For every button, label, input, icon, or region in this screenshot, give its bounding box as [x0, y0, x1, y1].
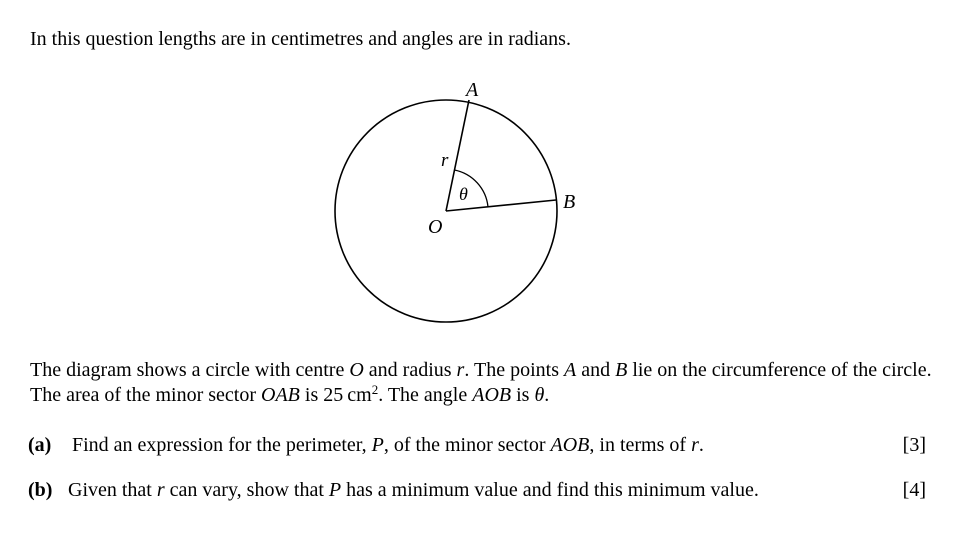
symbol-r: r [691, 434, 699, 456]
part-b-text: has a minimum value and find this minimum value. [341, 479, 759, 501]
part-a-text: Find an expression for the perimeter, [72, 434, 372, 456]
symbol-a: A [563, 359, 577, 381]
symbol-aob: AOB [472, 384, 512, 406]
symbol-o: O [349, 359, 364, 381]
label-theta: θ [459, 184, 468, 204]
question-part-b [28, 478, 759, 502]
symbol-b: B [615, 359, 628, 381]
description-text: The diagram shows a circle with centre [30, 359, 350, 381]
label-a: A [466, 79, 479, 101]
part-a-marks: [3] [902, 434, 926, 456]
description-text: . [544, 384, 550, 406]
symbol-p: P [371, 434, 384, 456]
part-b-text: Given that [68, 479, 157, 501]
description-text: is 25 cm [299, 384, 372, 406]
label-r: r [441, 150, 449, 171]
description-text: . The angle [378, 384, 473, 406]
symbol-p: P [328, 479, 342, 501]
description-paragraph [30, 358, 940, 408]
symbol-aob: AOB [550, 434, 590, 456]
description-text: . The points [464, 359, 564, 381]
part-a-text: , of the minor sector [383, 434, 551, 456]
label-o: O [428, 216, 443, 238]
part-a-text: , in terms of [589, 434, 692, 456]
part-a-label: (a) [28, 434, 52, 456]
symbol-oab: OAB [261, 384, 300, 406]
symbol-theta: θ [534, 384, 545, 406]
symbol-r: r [156, 479, 165, 501]
part-a-text: . [698, 434, 704, 456]
description-text: and [576, 359, 616, 381]
question-part-a [28, 433, 704, 457]
label-b: B [563, 191, 576, 213]
part-b-text: can vary, show that [164, 479, 329, 501]
description-text: lie on the circumference of the circle. The area of the minor sector [30, 359, 932, 406]
description-text: and radius [363, 359, 457, 381]
description-text: is [511, 384, 535, 406]
part-b-label: (b) [28, 479, 53, 501]
intro-text: In this question lengths are in centimetres and angles are in radians. [30, 28, 571, 50]
part-b-marks: [4] [902, 479, 926, 501]
superscript-2: 2 [371, 382, 379, 397]
symbol-r: r [456, 359, 465, 381]
